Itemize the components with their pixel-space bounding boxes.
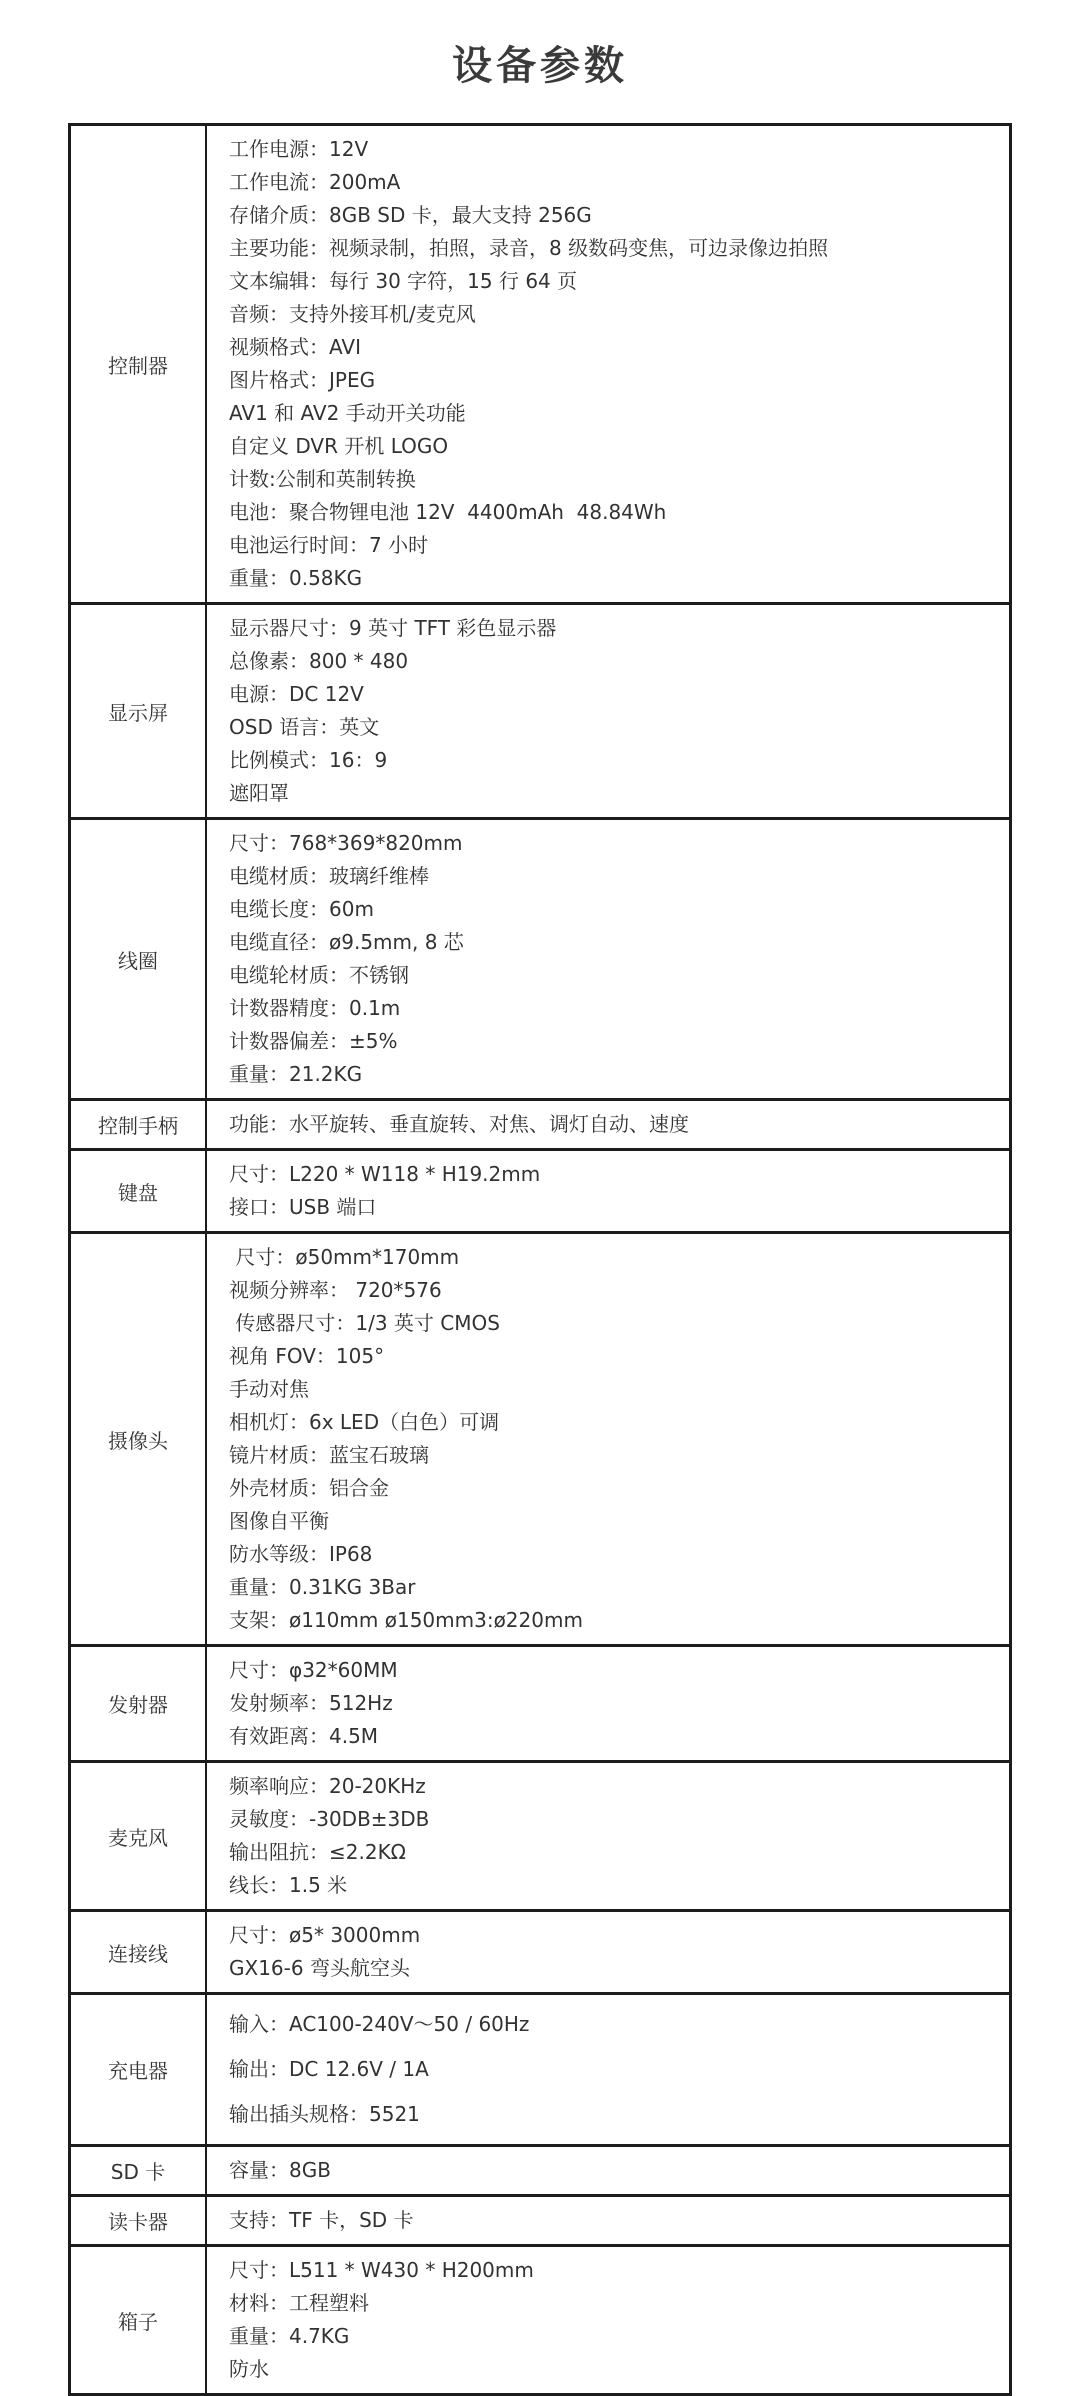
section-content — [207, 1995, 1009, 2144]
spec-line: GX16-6 弯头航空头 — [229, 1956, 410, 1980]
section-label: 线圈 — [71, 820, 207, 1098]
section-label: 摄像头 — [71, 1234, 207, 1644]
spec-line: 图片格式：JPEG — [229, 368, 376, 392]
spec-line: 重量：0.31KG 3Bar — [229, 1575, 416, 1599]
spec-line: 文本编辑：每行 30 字符，15 行 64 页 — [229, 269, 578, 293]
spec-line: 视角 FOV：105° — [229, 1344, 385, 1368]
spec-line: 尺寸：ø5* 3000mm — [229, 1923, 421, 1947]
section-label: 读卡器 — [71, 2197, 207, 2244]
spec-line: 线长：1.5 米 — [229, 1873, 348, 1897]
spec-line: 输入：AC100-240V〜50 / 60Hz — [229, 2012, 530, 2036]
spec-line: 音频：支持外接耳机/麦克风 — [229, 302, 476, 326]
spec-line: 镜片材质：蓝宝石玻璃 — [229, 1443, 429, 1467]
spec-line: 视频格式：AVI — [229, 335, 361, 359]
spec-line: 电缆长度：60m — [229, 897, 374, 921]
spec-line: 输出阻抗：≤2.2KΩ — [229, 1840, 406, 1864]
table-row — [71, 1231, 1009, 1644]
spec-line: 遮阳罩 — [229, 781, 289, 805]
spec-line: 输出：DC 12.6V / 1A — [229, 2057, 429, 2081]
spec-line: 材料：工程塑料 — [229, 2291, 369, 2315]
table-row — [71, 1992, 1009, 2144]
spec-line: 尺寸：φ32*60MM — [229, 1658, 398, 1682]
spec-line: 频率响应：20-20KHz — [229, 1774, 426, 1798]
spec-line: 自定义 DVR 开机 LOGO — [229, 434, 449, 458]
spec-line: 主要功能：视频录制，拍照，录音，8 级数码变焦，可边录像边拍照 — [229, 236, 829, 260]
table-row — [71, 2144, 1009, 2194]
spec-line: 电源：DC 12V — [229, 682, 364, 706]
spec-line: OSD 语言：英文 — [229, 715, 380, 739]
spec-line: 电池运行时间：7 小时 — [229, 533, 429, 557]
spec-line: 尺寸：768*369*820mm — [229, 831, 463, 855]
spec-line: 重量：0.58KG — [229, 566, 363, 590]
section-label: 发射器 — [71, 1647, 207, 1760]
spec-line: 重量：21.2KG — [229, 1062, 363, 1086]
spec-line: 比例模式：16：9 — [229, 748, 388, 772]
spec-line: 相机灯：6x LED（白色）可调 — [229, 1410, 500, 1434]
table-row — [71, 1760, 1009, 1909]
spec-line: 容量：8GB — [229, 2158, 331, 2182]
spec-line: 工作电源：12V — [229, 137, 369, 161]
spec-line: 显示器尺寸：9 英寸 TFT 彩色显示器 — [229, 616, 557, 640]
table-row — [71, 126, 1009, 602]
spec-line: 电池：聚合物锂电池 12V 4400mAh 48.84Wh — [229, 500, 667, 524]
table-row — [71, 817, 1009, 1098]
spec-line: 支持：TF 卡，SD 卡 — [229, 2208, 414, 2232]
spec-line: 发射频率：512Hz — [229, 1691, 393, 1715]
spec-line: 防水 — [229, 2357, 269, 2381]
spec-line: 重量：4.7KG — [229, 2324, 350, 2348]
section-label: 控制器 — [71, 126, 207, 602]
section-content — [207, 2247, 1009, 2393]
spec-line: 接口：USB 端口 — [229, 1195, 377, 1219]
section-label: 控制手柄 — [71, 1101, 207, 1148]
section-content — [207, 1647, 1009, 1760]
table-row — [71, 2244, 1009, 2393]
spec-line: 传感器尺寸：1/3 英寸 CMOS — [229, 1311, 500, 1335]
section-content — [207, 2197, 1009, 2244]
spec-table — [68, 123, 1012, 2396]
section-content — [207, 1234, 1009, 1644]
spec-line: 计数器偏差：±5% — [229, 1029, 398, 1053]
spec-line: 灵敏度：-30DB±3DB — [229, 1807, 430, 1831]
table-row — [71, 2194, 1009, 2244]
spec-line: 计数:公制和英制转换 — [229, 467, 416, 491]
section-content — [207, 1151, 1009, 1231]
section-label: 键盘 — [71, 1151, 207, 1231]
spec-line: 图像自平衡 — [229, 1509, 329, 1533]
section-label: 箱子 — [71, 2247, 207, 2393]
section-label: 显示屏 — [71, 605, 207, 817]
table-row — [71, 1644, 1009, 1760]
section-label: 连接线 — [71, 1912, 207, 1992]
table-row — [71, 1909, 1009, 1992]
spec-line: 总像素：800 * 480 — [229, 649, 409, 673]
spec-line: 电缆轮材质：不锈钢 — [229, 963, 409, 987]
page-title: 设备参数 — [452, 43, 628, 89]
section-label: 充电器 — [71, 1995, 207, 2144]
section-label: SD 卡 — [71, 2147, 207, 2194]
spec-line: 尺寸：L220 * W118 * H19.2mm — [229, 1162, 541, 1186]
section-content — [207, 605, 1009, 817]
spec-line: 计数器精度：0.1m — [229, 996, 401, 1020]
spec-line: 防水等级：IP68 — [229, 1542, 373, 1566]
spec-line: 输出插头规格：5521 — [229, 2102, 420, 2126]
spec-line: 功能：水平旋转、垂直旋转、对焦、调灯自动、速度 — [229, 1112, 689, 1136]
spec-line: 视频分辨率： 720*576 — [229, 1278, 442, 1302]
table-row — [71, 1148, 1009, 1231]
section-content — [207, 820, 1009, 1098]
spec-line: 手动对焦 — [229, 1377, 309, 1401]
spec-line: 支架：ø110mm ø150mm3:ø220mm — [229, 1608, 583, 1632]
section-content — [207, 2147, 1009, 2194]
spec-line: 外壳材质：铝合金 — [229, 1476, 389, 1500]
spec-line: 电缆材质：玻璃纤维棒 — [229, 864, 429, 888]
spec-line: 尺寸：ø50mm*170mm — [229, 1245, 460, 1269]
section-content — [207, 126, 1009, 602]
section-content — [207, 1763, 1009, 1909]
table-row — [71, 1098, 1009, 1148]
section-content — [207, 1912, 1009, 1992]
spec-line: 电缆直径：ø9.5mm, 8 芯 — [229, 930, 464, 954]
spec-line: 存储介质：8GB SD 卡，最大支持 256G — [229, 203, 592, 227]
spec-line: 工作电流：200mA — [229, 170, 401, 194]
spec-line: AV1 和 AV2 手动开关功能 — [229, 401, 466, 425]
table-row — [71, 602, 1009, 817]
section-label: 麦克风 — [71, 1763, 207, 1909]
spec-line: 有效距离：4.5M — [229, 1724, 379, 1748]
section-content — [207, 1101, 1009, 1148]
spec-line: 尺寸：L511 * W430 * H200mm — [229, 2258, 534, 2282]
